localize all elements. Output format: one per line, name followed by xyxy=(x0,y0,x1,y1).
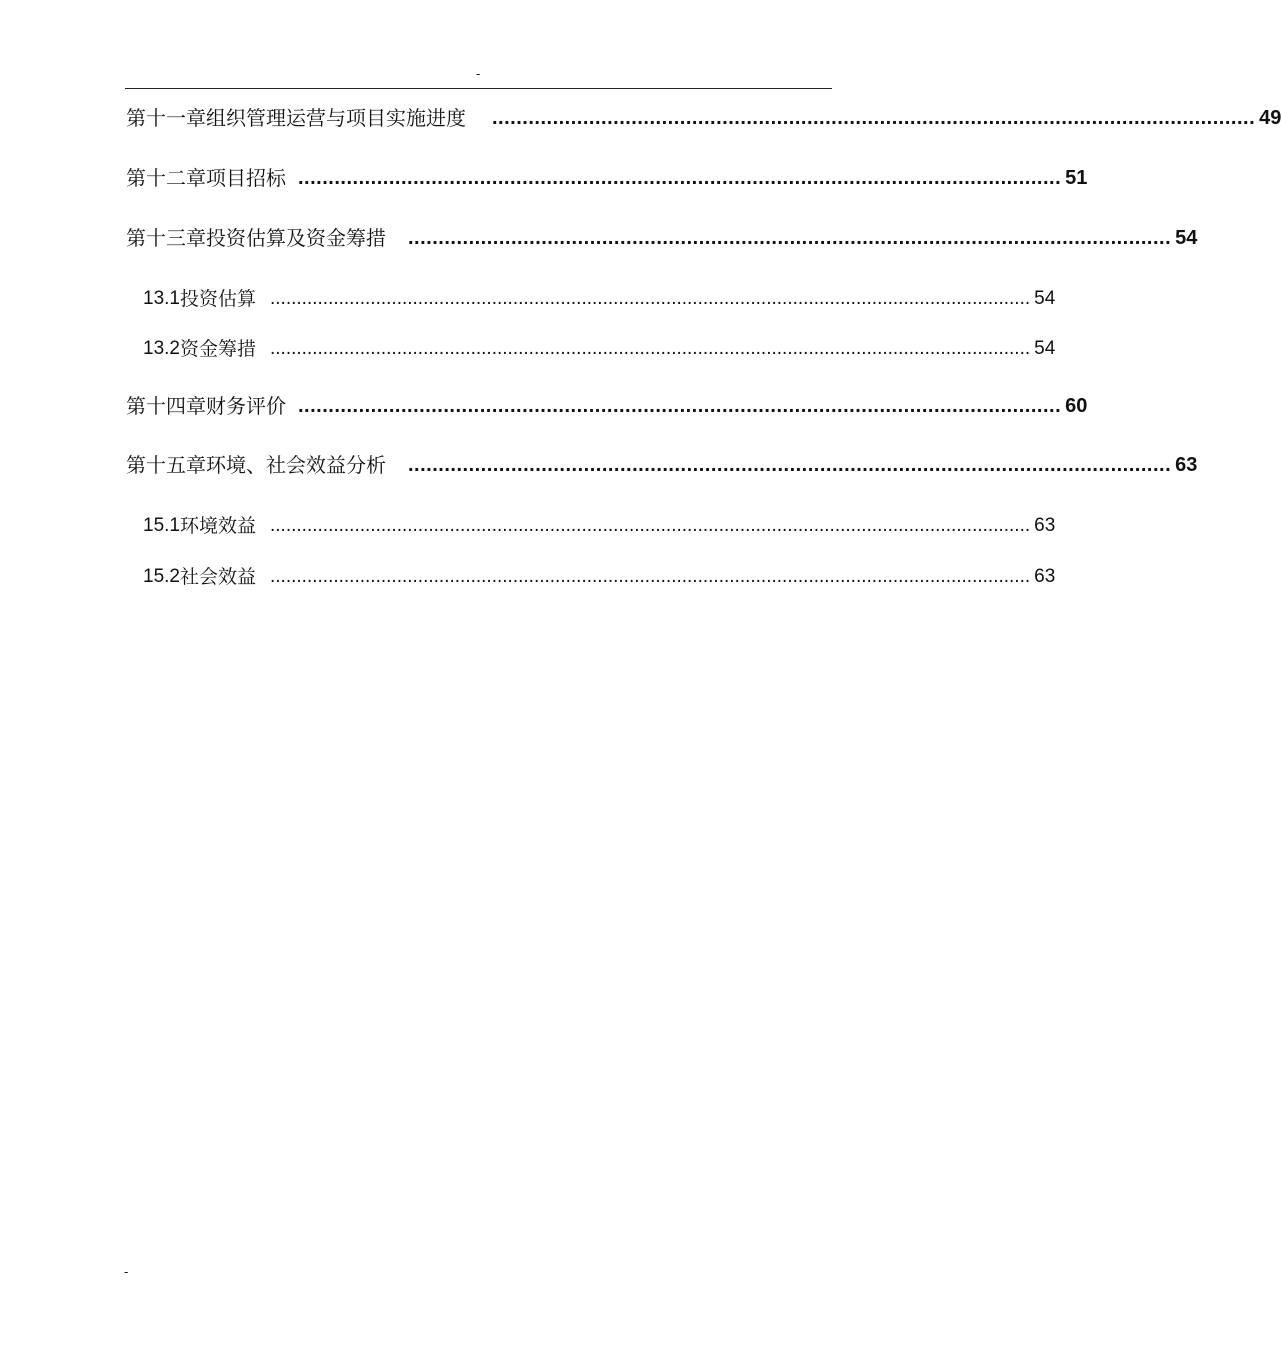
toc-entry-number: 15.2 xyxy=(143,566,180,587)
toc-entry-page: 63 xyxy=(1034,515,1056,536)
toc-entry-section-15-1[interactable] xyxy=(143,510,1056,538)
toc-entry-chapter-12[interactable] xyxy=(126,162,1088,190)
toc-dot-leader: ................................................................................................................................................ xyxy=(270,288,1031,309)
toc-entry-page: 49 xyxy=(1259,107,1281,129)
toc-entry-title: 环境、社会效益分析 xyxy=(206,453,386,477)
toc-entry-title: 投资估算 xyxy=(179,288,256,310)
toc-entry-chapter-13[interactable] xyxy=(126,222,1198,250)
toc-entry-section-13-2[interactable] xyxy=(143,333,1056,361)
toc-entry-chapter-11[interactable] xyxy=(126,102,1281,130)
header-mark: - xyxy=(476,67,481,81)
toc-entry-title: 资金筹措 xyxy=(179,338,256,360)
toc-entry-page: 54 xyxy=(1034,288,1056,309)
toc-entry-number: 第十一章 xyxy=(126,106,206,130)
toc-entry-number: 第十四章 xyxy=(126,394,206,418)
toc-entry-number: 第十五章 xyxy=(126,453,206,477)
toc-entry-title: 财务评价 xyxy=(206,394,286,418)
toc-entry-section-13-1[interactable] xyxy=(143,283,1056,311)
toc-entry-page: 60 xyxy=(1065,395,1088,417)
toc-entry-title: 环境效益 xyxy=(179,515,256,537)
toc-entry-section-15-2[interactable] xyxy=(143,561,1056,589)
toc-dot-leader: .............................................................................................................................. xyxy=(492,107,1256,129)
toc-entry-page: 54 xyxy=(1034,338,1056,359)
toc-dot-leader: ................................................................................................................................................ xyxy=(270,566,1031,587)
toc-dot-leader: .............................................................................................................................. xyxy=(298,395,1062,417)
toc-entry-number: 15.1 xyxy=(143,515,180,536)
toc-entry-page: 63 xyxy=(1175,454,1198,476)
toc-entry-page: 63 xyxy=(1034,566,1056,587)
toc-dot-leader: ................................................................................................................................................ xyxy=(270,338,1031,359)
toc-entry-chapter-15[interactable] xyxy=(126,449,1198,477)
toc-entry-number: 13.1 xyxy=(143,288,180,309)
toc-entry-title: 组织管理运营与项目实施进度 xyxy=(206,106,466,130)
toc-dot-leader: .............................................................................................................................. xyxy=(408,454,1172,476)
toc-dot-leader: ................................................................................................................................................ xyxy=(270,515,1031,536)
toc-entry-number: 第十二章 xyxy=(126,166,206,190)
toc-entry-number: 第十三章 xyxy=(126,226,206,250)
toc-entry-page: 54 xyxy=(1175,227,1198,249)
toc-entry-page: 51 xyxy=(1065,167,1088,189)
toc-entry-title: 项目招标 xyxy=(206,166,286,190)
header-rule xyxy=(125,88,832,89)
toc-entry-title: 投资估算及资金筹措 xyxy=(206,226,386,250)
toc-entry-number: 13.2 xyxy=(143,338,180,359)
footer-mark: - xyxy=(124,1265,129,1279)
toc-dot-leader: .............................................................................................................................. xyxy=(298,167,1062,189)
toc-entry-chapter-14[interactable] xyxy=(126,390,1088,418)
toc-entry-title: 社会效益 xyxy=(179,566,256,588)
toc-dot-leader: .............................................................................................................................. xyxy=(408,227,1172,249)
